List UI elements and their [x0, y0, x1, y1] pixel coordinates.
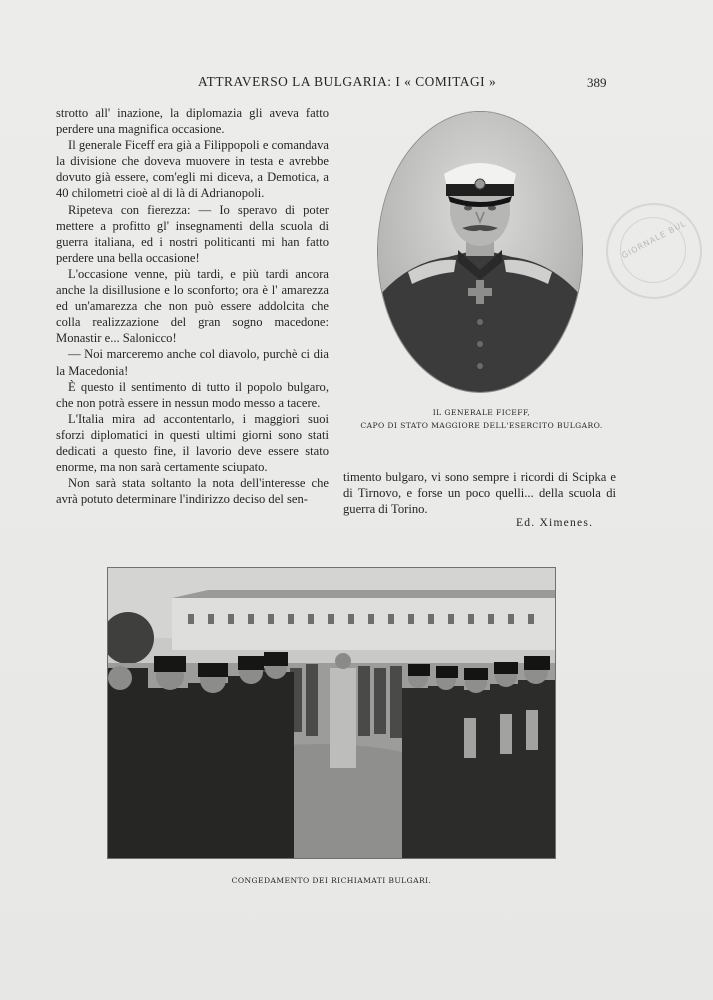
paragraph: Il generale Ficeff era già a Filippopoli e comandava la divisione che doveva muovere in testa e avrebbe dovuto già essere, com'egli mi diceva, a Demotica, a 40 chilometri cioè al di là di Adrianopoli. [56, 138, 329, 201]
portrait-caption [344, 406, 619, 432]
portrait-photo [378, 112, 582, 392]
paragraph: Ripeteva con fierezza: — Io speravo di poter mettere a profitto gl' insegnamenti della scuola di guerra italiana, ed i nostri politicanti mi han fatto perdere una bella occasione! [56, 202, 329, 265]
article-left-column [56, 105, 329, 507]
article-right-column [343, 469, 616, 517]
portrait-illustration [378, 112, 582, 392]
running-header [0, 74, 713, 92]
paragraph: strotto all' inazione, la diplomazia gli aveva fatto perdere una magnifica occasione. [56, 106, 329, 137]
group-photo-illustration [108, 568, 555, 858]
library-stamp [606, 203, 702, 299]
group-photo [108, 568, 555, 858]
stamp-text: GIORNALE BUL [620, 218, 688, 261]
paragraph: timento bulgaro, vi sono sempre i ricordi di Scipka e di Tirnovo, e forse un poco quelli... della scuola di guerra di Torino. [343, 470, 616, 517]
author-signature: Ed. Ximenes. [516, 516, 594, 529]
photo-caption: CONGEDAMENTO DEI RICHIAMATI BULGARI. [231, 876, 432, 885]
portrait-caption-line1: IL GENERALE FICEFF, [432, 408, 531, 417]
paragraph: Non sarà stata soltanto la nota dell'interesse che avrà potuto determinare l'indirizzo deciso del sen- [56, 476, 329, 507]
paragraph: — Noi marceremo anche col diavolo, purchè ci dia la Macedonia! [56, 347, 329, 378]
portrait-caption-line2: CAPO DI STATO MAGGIORE DELL'ESERCITO BULGARO. [360, 421, 603, 430]
running-title: ATTRAVERSO LA BULGARIA: I « COMITAGI » [198, 74, 497, 89]
paragraph: È questo il sentimento di tutto il popolo bulgaro, che non potrà essere in nessun modo messo a tacere. [56, 379, 329, 410]
page-number: 389 [587, 75, 607, 90]
paragraph: L'Italia mira ad accontentarlo, i maggiori suoi sforzi diplomatici in questi ultimi giorni sono stati dedicati a questo fine, il lavorio deve essere stato enorme, ma non sarà certamente sciupato. [56, 411, 329, 475]
paragraph: L'occasione venne, più tardi, e più tardi ancora anche la disillusione e lo sconforto; ora è l' amarezza ed un'amarezza che non può essere addolcita che colla realizzazione del gran sogno macedone: Monastir e... Salonicco! [56, 266, 329, 346]
